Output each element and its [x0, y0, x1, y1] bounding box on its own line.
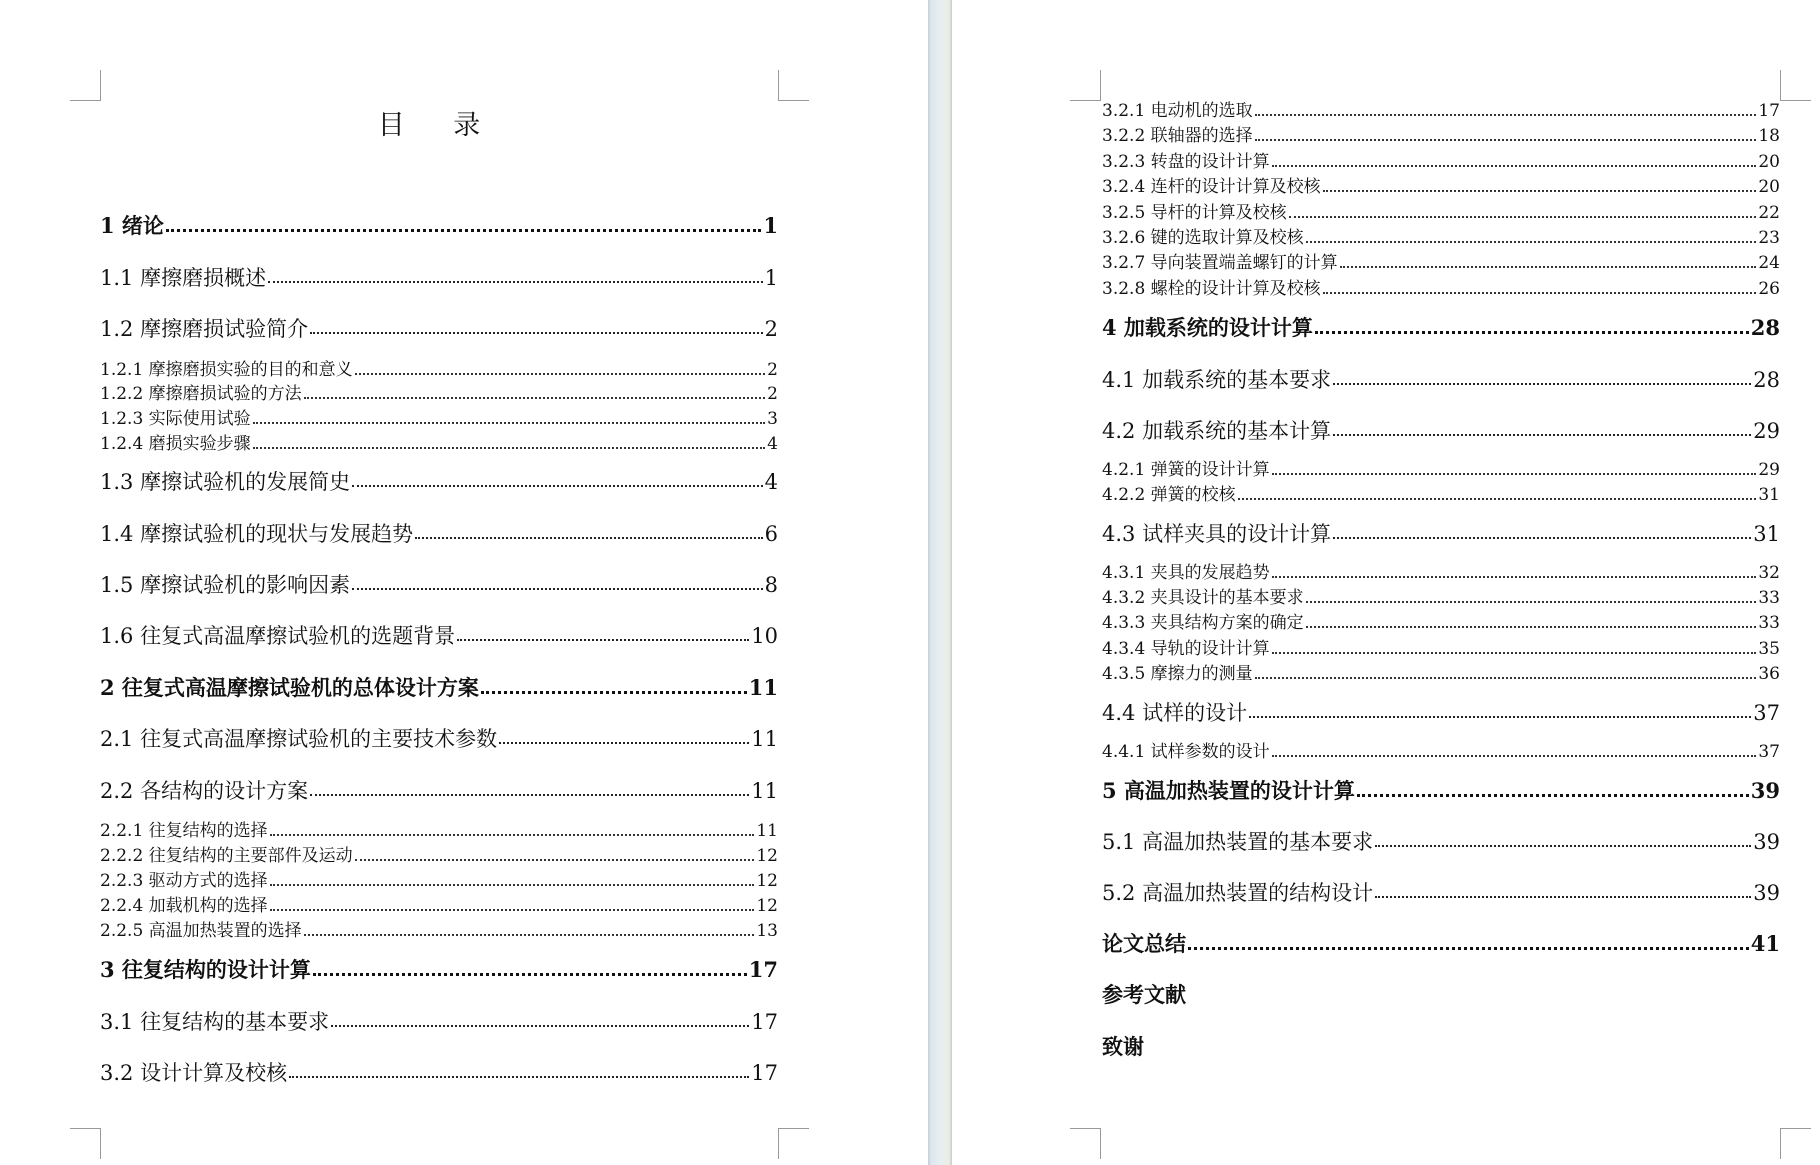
toc-dot-leader	[1357, 794, 1749, 797]
toc-dot-leader	[331, 1025, 749, 1027]
toc-entry[interactable]	[100, 726, 778, 752]
toc-page-number: 2	[767, 384, 778, 404]
toc-dot-leader	[1238, 498, 1757, 500]
toc-dot-leader	[1323, 190, 1757, 192]
toc-dot-leader	[1249, 716, 1751, 718]
toc-entry-label: 4.2.2 弹簧的校核	[1102, 485, 1236, 505]
toc-page-number: 3	[767, 409, 778, 429]
toc-entry-label: 4 加载系统的设计计算	[1102, 315, 1313, 340]
toc-page-right	[952, 0, 1820, 1165]
toc-entry[interactable]	[1102, 177, 1780, 197]
toc-entry-label: 1.2.2 摩擦磨损试验的方法	[100, 384, 302, 404]
toc-entry[interactable]	[100, 675, 778, 701]
toc-entry[interactable]	[100, 821, 778, 841]
toc-dot-leader	[1255, 114, 1757, 116]
toc-dot-leader	[270, 834, 755, 836]
toc-entry-label: 4.4.1 试样参数的设计	[1102, 742, 1270, 762]
toc-entry[interactable]	[1102, 203, 1780, 223]
toc-dot-leader	[1340, 266, 1757, 268]
toc-dot-leader	[313, 973, 747, 976]
toc-entry[interactable]	[100, 871, 778, 891]
toc-page-number: 10	[751, 624, 778, 648]
toc-page-number: 28	[1753, 368, 1780, 392]
toc-page-number: 26	[1758, 279, 1780, 299]
toc-dot-leader	[1333, 434, 1751, 436]
toc-entry-label: 4.2 加载系统的基本计算	[1102, 419, 1332, 443]
toc-entry[interactable]	[1102, 778, 1780, 804]
toc-entry[interactable]	[1102, 1034, 1144, 1060]
toc-page-number: 17	[751, 1061, 778, 1085]
toc-page-number: 2	[767, 360, 778, 380]
toc-entry[interactable]	[100, 896, 778, 916]
toc-page-number: 23	[1758, 228, 1780, 248]
toc-entry-label: 1.2.4 磨损实验步骤	[100, 434, 251, 454]
toc-list-right	[952, 0, 1820, 1165]
toc-entry-label: 1.6 往复式高温摩擦试验机的选题背景	[100, 624, 456, 648]
toc-entry[interactable]	[1102, 982, 1186, 1008]
toc-entry[interactable]	[1102, 829, 1780, 855]
toc-entry-label: 1.3 摩擦试验机的发展简史	[100, 470, 351, 494]
toc-page-number: 6	[764, 522, 778, 546]
toc-entry[interactable]	[1102, 253, 1780, 273]
toc-dot-leader	[253, 422, 766, 424]
toc-dot-leader	[1272, 165, 1757, 167]
toc-entry[interactable]	[1102, 101, 1780, 121]
toc-dot-leader	[1272, 473, 1757, 475]
toc-page-number: 4	[767, 434, 778, 454]
toc-entry[interactable]	[100, 778, 778, 804]
toc-entry[interactable]	[100, 957, 778, 983]
toc-page-number: 37	[1758, 742, 1780, 762]
toc-dot-leader	[253, 447, 766, 449]
toc-dot-leader	[1272, 652, 1757, 654]
toc-page-number: 29	[1753, 419, 1780, 443]
toc-entry-label: 3.2.2 联轴器的选择	[1102, 126, 1253, 146]
toc-dot-leader	[1306, 601, 1757, 603]
toc-entry[interactable]	[1102, 315, 1780, 341]
toc-entry[interactable]	[1102, 700, 1780, 726]
toc-entry-label: 1.2.1 摩擦磨损实验的目的和意义	[100, 360, 353, 380]
toc-dot-leader	[1255, 139, 1757, 141]
toc-page-number: 13	[756, 921, 778, 941]
toc-dot-leader	[268, 281, 763, 283]
toc-dot-leader	[270, 909, 755, 911]
toc-page-number: 17	[751, 1010, 778, 1034]
toc-entry-label: 3.2.8 螺栓的设计计算及校核	[1102, 279, 1321, 299]
toc-page-number: 24	[1758, 253, 1780, 273]
toc-entry[interactable]	[1102, 418, 1780, 444]
toc-entry-label: 3.2.7 导向装置端盖螺钉的计算	[1102, 253, 1338, 273]
page-gutter	[928, 0, 952, 1165]
toc-entry-label: 3.2.5 导杆的计算及校核	[1102, 203, 1287, 223]
toc-dot-leader	[1315, 331, 1749, 334]
toc-page-number: 39	[1753, 830, 1780, 854]
toc-entry[interactable]	[100, 521, 778, 547]
toc-entry[interactable]	[1102, 485, 1780, 505]
toc-entry-label: 参考文献	[1102, 982, 1186, 1007]
toc-entry-label: 3.2.6 键的选取计算及校核	[1102, 228, 1304, 248]
toc-entry-label: 3 往复结构的设计计算	[100, 957, 311, 982]
toc-page-number: 11	[751, 727, 778, 751]
toc-page-number: 11	[756, 821, 778, 841]
toc-entry[interactable]	[100, 316, 778, 342]
toc-dot-leader	[1272, 576, 1757, 578]
toc-entry-label: 3.2 设计计算及校核	[100, 1061, 288, 1085]
toc-dot-leader	[304, 397, 766, 399]
toc-entry-label: 4.1 加载系统的基本要求	[1102, 368, 1332, 392]
toc-page-number: 33	[1758, 588, 1780, 608]
toc-page-number: 2	[764, 317, 778, 341]
toc-page-number: 1	[764, 266, 778, 290]
toc-entry-label: 4.3.4 导轨的设计计算	[1102, 639, 1270, 659]
toc-entry-label: 1.5 摩擦试验机的影响因素	[100, 573, 351, 597]
toc-dot-leader	[270, 884, 755, 886]
toc-page-number: 20	[1758, 152, 1780, 172]
toc-entry-label: 3.2.1 电动机的选取	[1102, 101, 1253, 121]
toc-dot-leader	[352, 485, 763, 487]
toc-entry[interactable]	[1102, 742, 1780, 762]
toc-entry-label: 2.1 往复式高温摩擦试验机的主要技术参数	[100, 727, 498, 751]
toc-entry-label: 1.4 摩擦试验机的现状与发展趋势	[100, 522, 414, 546]
toc-title: 目 录	[377, 110, 501, 141]
toc-dot-leader	[289, 1076, 749, 1078]
toc-entry-label: 2.2.2 往复结构的主要部件及运动	[100, 846, 353, 866]
toc-page-number: 41	[1750, 931, 1780, 956]
toc-page-number: 11	[751, 779, 778, 803]
toc-page-number: 36	[1758, 664, 1780, 684]
toc-entry-label: 3.1 往复结构的基本要求	[100, 1010, 330, 1034]
toc-page-number: 39	[1750, 778, 1780, 803]
toc-entry[interactable]	[1102, 367, 1780, 393]
toc-entry[interactable]	[100, 572, 778, 598]
toc-entry-label: 3.2.4 连杆的设计计算及校核	[1102, 177, 1321, 197]
toc-entry-label: 4.3 试样夹具的设计计算	[1102, 522, 1332, 546]
toc-dot-leader	[415, 537, 763, 539]
toc-entry-label: 1 绪论	[100, 213, 164, 238]
toc-dot-leader	[355, 859, 755, 861]
toc-page-number: 12	[756, 846, 778, 866]
toc-entry[interactable]	[100, 213, 778, 239]
toc-dot-leader	[304, 934, 755, 936]
toc-page-number: 29	[1758, 460, 1780, 480]
toc-page-number: 20	[1758, 177, 1780, 197]
toc-dot-leader	[1333, 537, 1751, 539]
toc-page-number: 32	[1758, 563, 1780, 583]
toc-entry[interactable]	[1102, 521, 1780, 547]
toc-page-number: 18	[1758, 126, 1780, 146]
toc-page-number: 1	[763, 213, 778, 238]
toc-entry[interactable]	[1102, 931, 1780, 957]
toc-entry-label: 致谢	[1102, 1034, 1144, 1059]
toc-entry[interactable]	[100, 265, 778, 291]
toc-dot-leader	[1375, 896, 1751, 898]
toc-entry[interactable]	[100, 1009, 778, 1035]
toc-entry-label: 4.3.2 夹具设计的基本要求	[1102, 588, 1304, 608]
toc-page-number: 8	[764, 573, 778, 597]
toc-page-number: 4	[764, 470, 778, 494]
toc-entry-label: 4.4 试样的设计	[1102, 701, 1248, 725]
toc-entry[interactable]	[100, 469, 778, 495]
toc-entry-label: 2.2.4 加载机构的选择	[100, 896, 268, 916]
toc-entry-label: 2.2.1 往复结构的选择	[100, 821, 268, 841]
toc-dot-leader	[166, 229, 761, 232]
toc-entry-label: 2 往复式高温摩擦试验机的总体设计方案	[100, 675, 479, 700]
toc-page-number: 35	[1758, 639, 1780, 659]
toc-dot-leader	[1255, 677, 1757, 679]
toc-page-number: 28	[1750, 315, 1780, 340]
toc-page-number: 11	[748, 675, 778, 700]
toc-dot-leader	[1323, 292, 1757, 294]
toc-entry[interactable]	[1102, 588, 1780, 608]
toc-page-number: 12	[756, 871, 778, 891]
toc-page-number: 17	[1758, 101, 1780, 121]
toc-entry[interactable]	[100, 360, 778, 380]
toc-entry-label: 1.2 摩擦磨损试验简介	[100, 317, 309, 341]
toc-dot-leader	[310, 794, 749, 796]
toc-dot-leader	[1306, 626, 1757, 628]
toc-entry[interactable]	[100, 434, 778, 454]
toc-entry-label: 1.2.3 实际使用试验	[100, 409, 251, 429]
toc-entry-label: 5.1 高温加热装置的基本要求	[1102, 830, 1374, 854]
toc-entry[interactable]	[100, 846, 778, 866]
toc-entry-label: 2.2 各结构的设计方案	[100, 779, 309, 803]
toc-entry[interactable]	[1102, 880, 1780, 906]
toc-entry-label: 4.3.3 夹具结构方案的确定	[1102, 613, 1304, 633]
toc-entry-label: 3.2.3 转盘的设计计算	[1102, 152, 1270, 172]
toc-page-number: 12	[756, 896, 778, 916]
toc-dot-leader	[481, 691, 747, 694]
toc-entry[interactable]	[100, 1060, 778, 1086]
toc-page-number: 33	[1758, 613, 1780, 633]
toc-dot-leader	[1272, 755, 1757, 757]
toc-entry-label: 4.3.5 摩擦力的测量	[1102, 664, 1253, 684]
toc-entry[interactable]	[100, 921, 778, 941]
toc-entry[interactable]	[1102, 279, 1780, 299]
toc-entry[interactable]	[1102, 126, 1780, 146]
toc-dot-leader	[1333, 383, 1751, 385]
toc-page-number: 22	[1758, 203, 1780, 223]
toc-dot-leader	[355, 373, 766, 375]
toc-entry[interactable]	[100, 384, 778, 404]
toc-dot-leader	[1375, 845, 1751, 847]
toc-entry[interactable]	[100, 623, 778, 649]
toc-dot-leader	[1306, 241, 1757, 243]
toc-dot-leader	[352, 588, 763, 590]
toc-dot-leader	[310, 332, 763, 334]
toc-entry[interactable]	[1102, 228, 1780, 248]
toc-entry-label: 5.2 高温加热装置的结构设计	[1102, 881, 1374, 905]
toc-entry[interactable]	[1102, 460, 1780, 480]
toc-entry-label: 论文总结	[1102, 931, 1186, 956]
toc-entry-label: 2.2.3 驱动方式的选择	[100, 871, 268, 891]
toc-entry[interactable]	[1102, 664, 1780, 684]
toc-page-number: 37	[1753, 701, 1780, 725]
toc-entry-label: 4.3.1 夹具的发展趋势	[1102, 563, 1270, 583]
toc-page-number: 39	[1753, 881, 1780, 905]
toc-dot-leader	[1188, 947, 1749, 950]
toc-entry-label: 5 高温加热装置的设计计算	[1102, 778, 1355, 803]
toc-page-number: 31	[1758, 485, 1780, 505]
toc-entry[interactable]	[1102, 563, 1780, 583]
toc-entry-label: 2.2.5 高温加热装置的选择	[100, 921, 302, 941]
toc-entry-label: 1.1 摩擦磨损概述	[100, 266, 267, 290]
toc-page-number: 17	[748, 957, 778, 982]
toc-entry[interactable]	[100, 409, 778, 429]
toc-page-number: 31	[1753, 522, 1780, 546]
toc-entry-label: 4.2.1 弹簧的设计计算	[1102, 460, 1270, 480]
toc-entry[interactable]	[1102, 152, 1780, 172]
toc-dot-leader	[457, 639, 749, 641]
toc-dot-leader	[499, 742, 749, 744]
toc-entry[interactable]	[1102, 639, 1780, 659]
toc-entry[interactable]	[1102, 613, 1780, 633]
toc-dot-leader	[1289, 216, 1757, 218]
